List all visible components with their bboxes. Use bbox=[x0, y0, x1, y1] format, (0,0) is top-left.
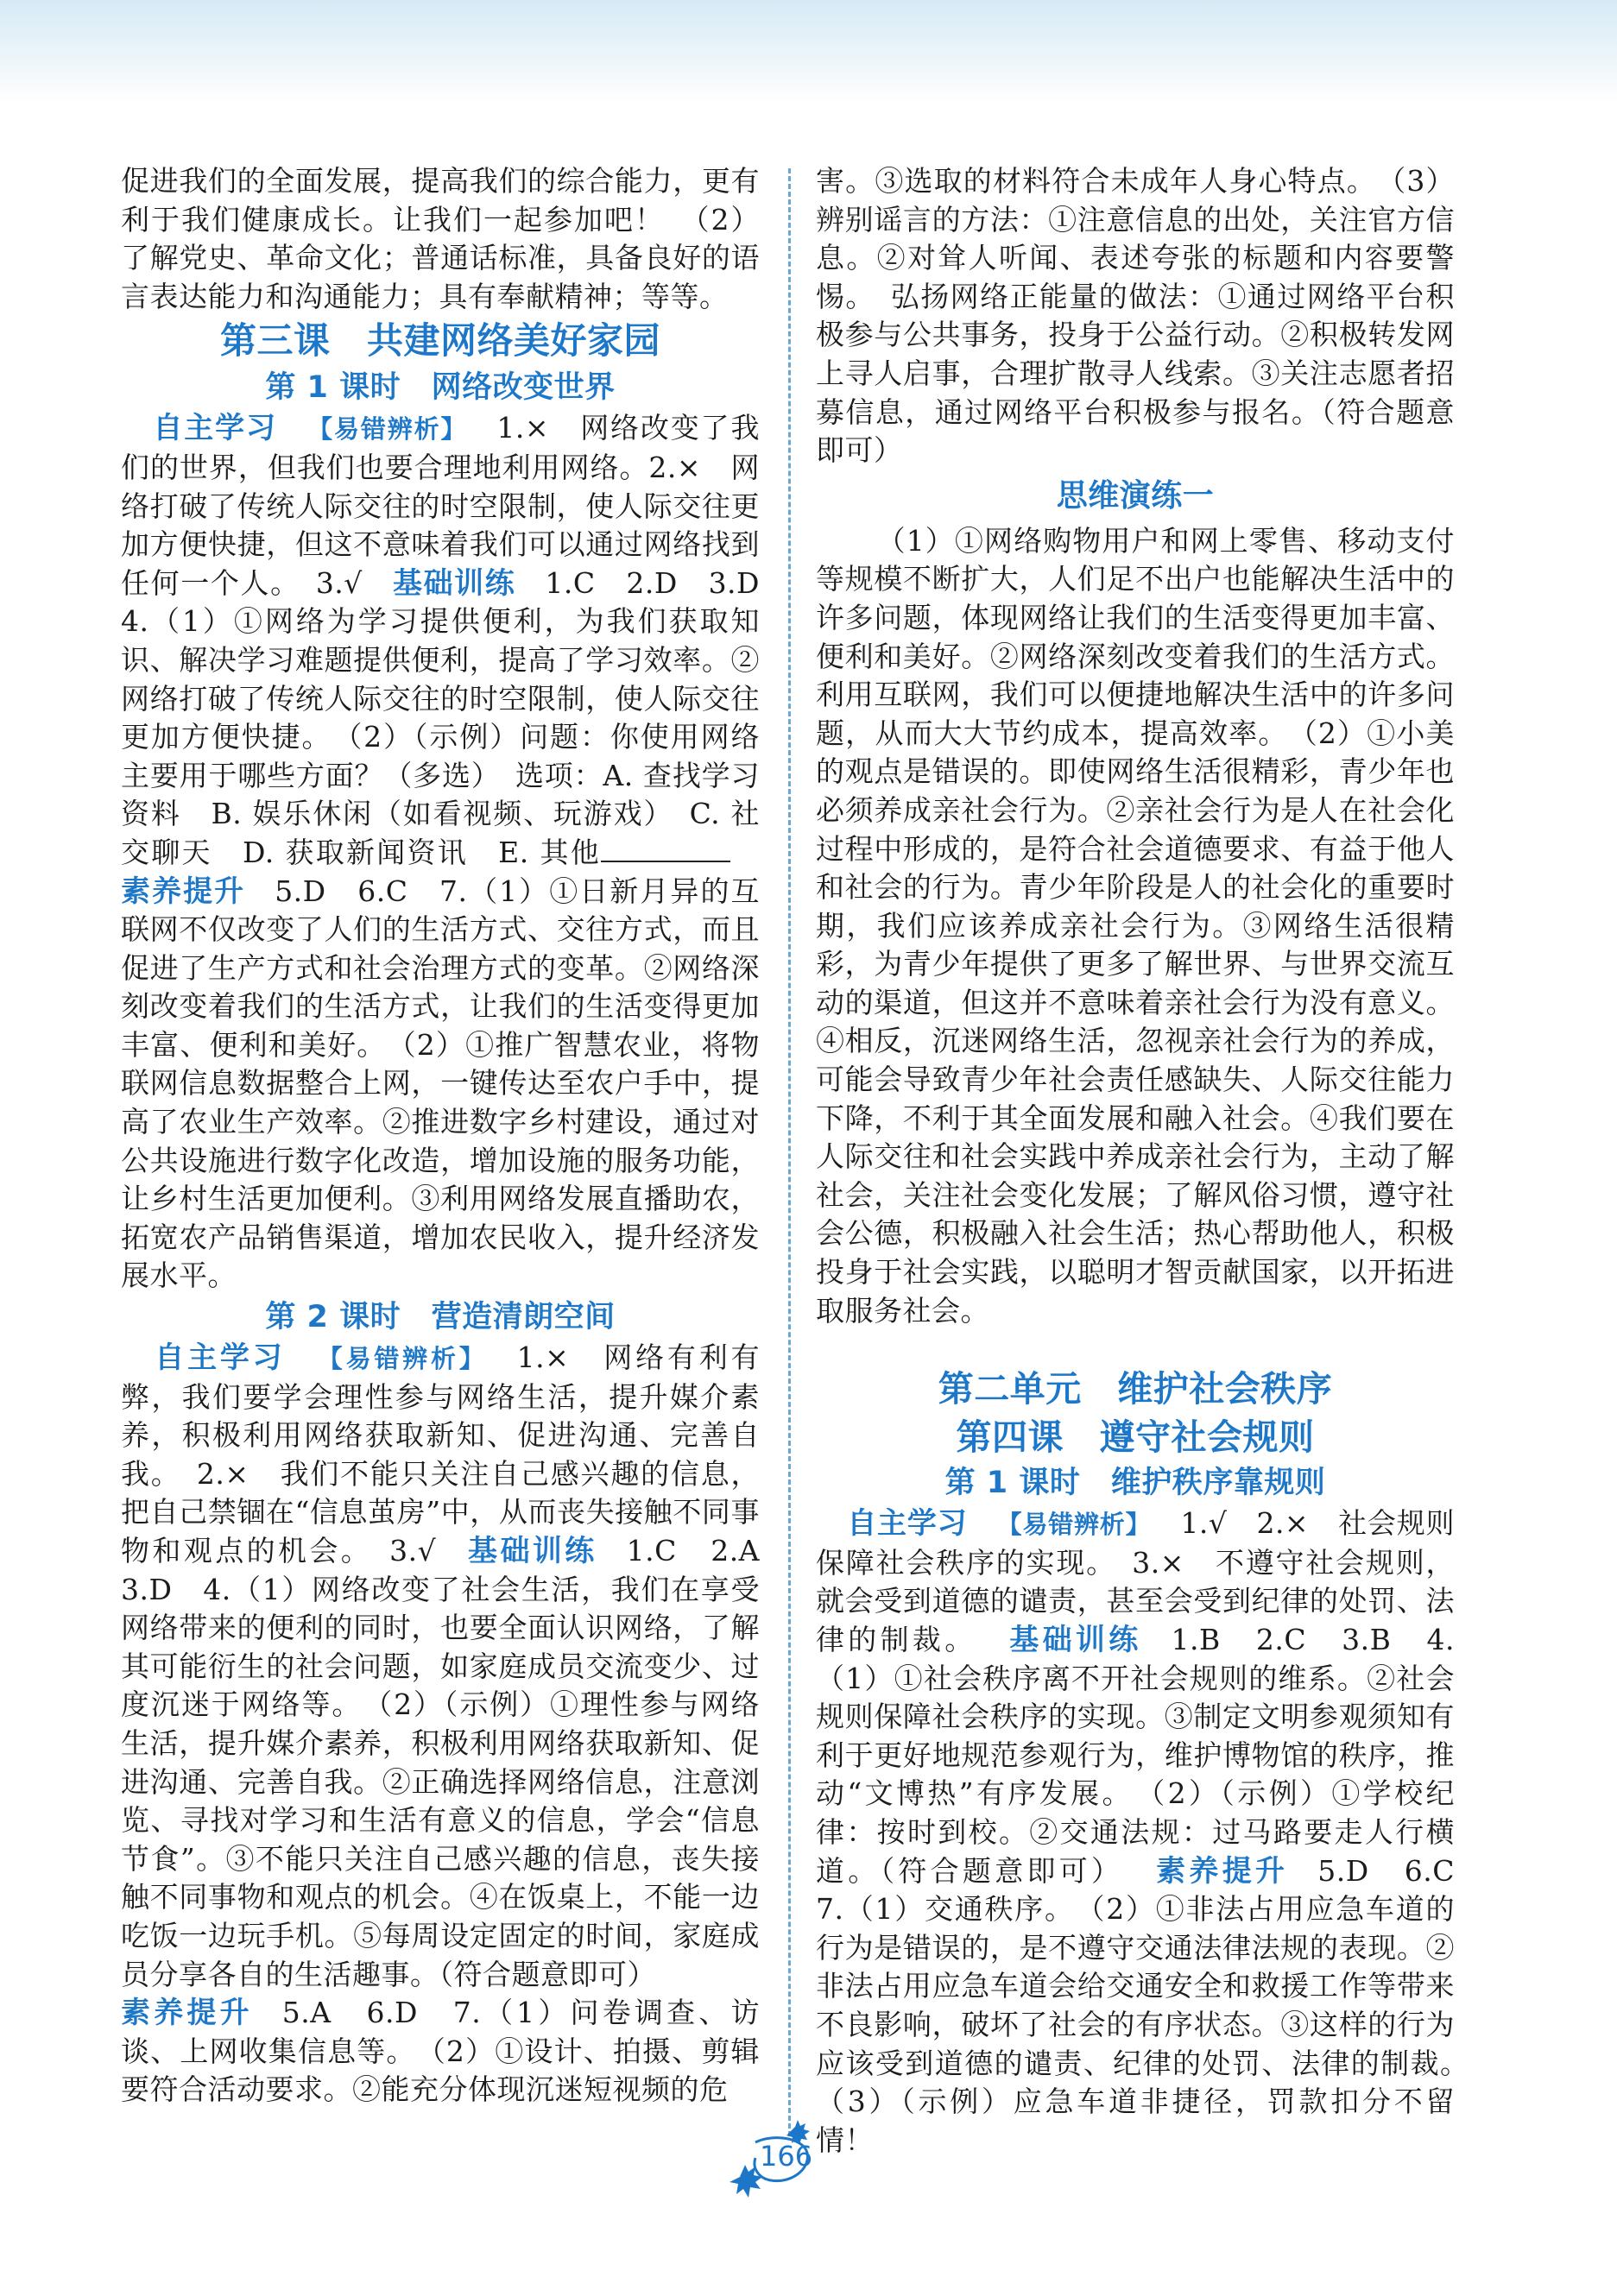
unit-title: 第二单元 维护社会秩序 bbox=[938, 1368, 1333, 1410]
answer-text: 1.× 网络有利有弊，我们要学会理性参与网络生活，提升媒介素养，积极利用网络获取新知、促进沟通、完善自我。 2.× 我们不能只关注自己感兴趣的信息，把自己禁锢在“信息茧房”中，从而丧失接触不同事物和观点的机会。 3.√ bbox=[121, 1340, 760, 1567]
section-tag: 自主学习 bbox=[152, 1340, 286, 1376]
answer-text: 5.D 6.C 7.（1）交通秩序。 （2）①非法占用应急车道的行为是错误的，是不遵守交通法律法规的表现。②非法占用应急车道会给交通安全和救援工作等带来不良影响，破坏了社会的有序状态。③这样的行为应该受到道德的谴责、纪律的处罚、法律的制裁。 （3）（示例）应急车道非捷径，罚款扣分不留情！ bbox=[816, 1853, 1484, 2157]
answer-text: （1）①网络购物用户和网上零售、移动支付等规模不断扩大，人们足不出户也能解决生活中的许多问题，体现网络让我们的生活变得更加丰富、便利和美好。②网络深刻改变着我们的生活方式。利用互联网，我们可以便捷地解决生活中的许多问题，从而大大节约成本，提高效率。 （2）①小美的观点是错误的。即使网络生活很精彩，青少年也必须养成亲社会行为。②亲社会行为是人在社会化过程中形成的，是符合社会道德要求、有益于他人和社会的行为。青少年阶段是人的社会化的重要时期，我们应该养成亲社会行为。③网络生活很精彩，为青少年提供了更多了解世界、与世界交流互动的渠道，但这并不意味着亲社会行为没有意义。④相反，沉迷网络生活，忽视亲社会行为的养成，可能会导致青少年社会责任感缺失、人际交往能力下降，不利于其全面发展和融入社会。④我们要在人际交往和社会实践中养成亲社会行为，主动了解社会，关注社会变化发展；了解风俗习惯，遵守社会公德，积极融入社会生活；热心帮助他人，积极投身于社会实践，以聪明才智贡献国家，以开拓进取服务社会。 bbox=[816, 523, 1455, 1328]
section-tag: 素养提升 bbox=[1153, 1853, 1289, 1889]
column-divider bbox=[788, 168, 791, 2136]
period-title: 第 2 课时 营造清朗空间 bbox=[265, 1300, 616, 1335]
section-tag: 素养提升 bbox=[121, 874, 246, 909]
section-tag: 基础训练 bbox=[391, 565, 516, 601]
lesson-title: 第三课 共建网络美好家园 bbox=[219, 319, 660, 363]
paragraph: 促进我们的全面发展，提高我们的综合能力，更有利于我们健康成长。让我们一起参加吧！ （2）了解党史、革命文化；普通话标准，具备良好的语言表达能力和沟通能力；具有奉献精神；等等。 bbox=[121, 164, 760, 313]
lesson-title: 第四课 遵守社会规则 bbox=[956, 1416, 1315, 1459]
answer-text: 1.C 2.A 3.D 4.（1）网络改变了社会生活，我们在享受网络带来的便利的同时，也要全面认识网络，了解其可能衍生的社会问题，如家庭成员交流变少、过度沉迷于网络等。 （2）（示例）①理性参与网络生活，提升媒介素养，积极利用网络获取新知、促进沟通、完善自我。②正确选择网络信息，注意浏览、寻找对学习和生活有意义的信息，学会“信息节食”。③不能只关注自己感兴趣的信息，丧失接触不同事物和观点的机会。④在饭桌上，不能一边吃饭一边玩手机。⑤每周设定固定的时间，家庭成员分享各自的生活趣事。（符合题意即可） bbox=[121, 1534, 789, 1991]
answer-text: 1.B 2.C 3.B 4.（1）①社会秩序离不开社会规则的维系。②社会规则保障社会秩序的实现。③制定文明参观须知有利于更好地规范参观行为，维护博物馆的秩序，推动“文博热”有序发展。 （2）（示例）①学校纪律：按时到校。②交通法规：过马路要走人行横道。（符合题意即可） bbox=[816, 1623, 1455, 1888]
section-tag: 素养提升 bbox=[121, 1996, 253, 2031]
page-number: 166 bbox=[760, 2140, 813, 2173]
answer-text: 1.× 网络改变了我们的世界，但我们也要合理地利用网络。2.× 网络打破了传统人际交往的时空限制，使人际交往更加方便快捷，但这不意味着我们可以通过网络找到任何一个人。 3.√ bbox=[121, 411, 761, 600]
section-tag: 【易错辨析】 bbox=[996, 1510, 1152, 1540]
section-tag: 基础训练 bbox=[1006, 1623, 1142, 1657]
section-tag: 【易错辨析】 bbox=[314, 1344, 488, 1374]
answer-block bbox=[816, 1504, 1484, 2160]
blank-line bbox=[601, 835, 730, 862]
answer-block bbox=[121, 409, 789, 1296]
page-number-badge bbox=[721, 2116, 816, 2211]
section-tag: 自主学习 bbox=[847, 1506, 968, 1542]
answer-text: 5.A 6.D 7.（1）问卷调查、访谈、上网收集信息等。 （2）①设计、拍摄、剪辑要符合活动要求。②能充分体现沉迷短视频的危 bbox=[121, 1996, 760, 2107]
section-title: 思维演练一 bbox=[1056, 477, 1215, 514]
right-column bbox=[816, 162, 1484, 2160]
answer-block bbox=[121, 1339, 789, 2110]
paragraph bbox=[816, 522, 1455, 1330]
period-title: 第 1 课时 维护秩序靠规则 bbox=[944, 1466, 1326, 1501]
paragraph: 害。③选取的材料符合未成年人身心特点。 （3）辨别谣言的方法：①注意信息的出处，关注官方信息。②对耸人听闻、表述夸张的标题和内容要警惕。 弘扬网络正能量的做法：①通过网络平台积极参与公共事务，投身于公益行动。②积极转发网上寻人启事，合理扩散寻人线索。③关注志愿者招募信息，通过网络平台积极参与报名。（符合题意即可） bbox=[816, 164, 1455, 468]
answer-text: 5.D 6.C 7.（1）①日新月异的互联网不仅改变了人们的生活方式、交往方式，而且促进了生产方式和社会治理方式的变革。②网络深刻改变着我们的生活方式，让我们的生活变得更加丰富、便利和美好。 （2）①推广智慧农业，将物联网信息数据整合上网，一键传达至农户手中，提高了农业生产效率。②推进数字乡村建设，通过对公共设施进行数字化改造，增加设施的服务功能，让乡村生活更加便利。③利用网络发展直播助农，拓宽农产品销售渠道，增加农民收入，提升经济发展水平。 bbox=[121, 874, 760, 1293]
answer-text: 1.√ 2.× 社会规则保障社会秩序的实现。 3.× 不遵守社会规则，就会受到道德的谴责，甚至会受到纪律的处罚、法律的制裁。 bbox=[816, 1506, 1455, 1656]
section-tag: 基础训练 bbox=[465, 1534, 597, 1568]
period-title: 第 1 课时 网络改变世界 bbox=[265, 370, 616, 406]
answer-text: 1.C 2.D 3.D 4.（1）①网络为学习提供便利，为我们获取知识、解决学习难题提供便利，提高了学习效率。②网络打破了传统人际交往的时空限制，使人际交往更加方便快捷。 （2）（示例）问题：你使用网络主要用于哪些方面？（多选） 选项：A. 查找学习资料 B. 娱乐休闲（如看视频、玩游戏） C. 社交聊天 D. 获取新闻资讯 E. 其他 bbox=[121, 565, 789, 869]
header-band bbox=[0, 0, 1617, 104]
section-tag: 【易错辨析】 bbox=[306, 414, 468, 445]
section-tag: 自主学习 bbox=[152, 411, 277, 446]
left-column bbox=[121, 162, 789, 2110]
